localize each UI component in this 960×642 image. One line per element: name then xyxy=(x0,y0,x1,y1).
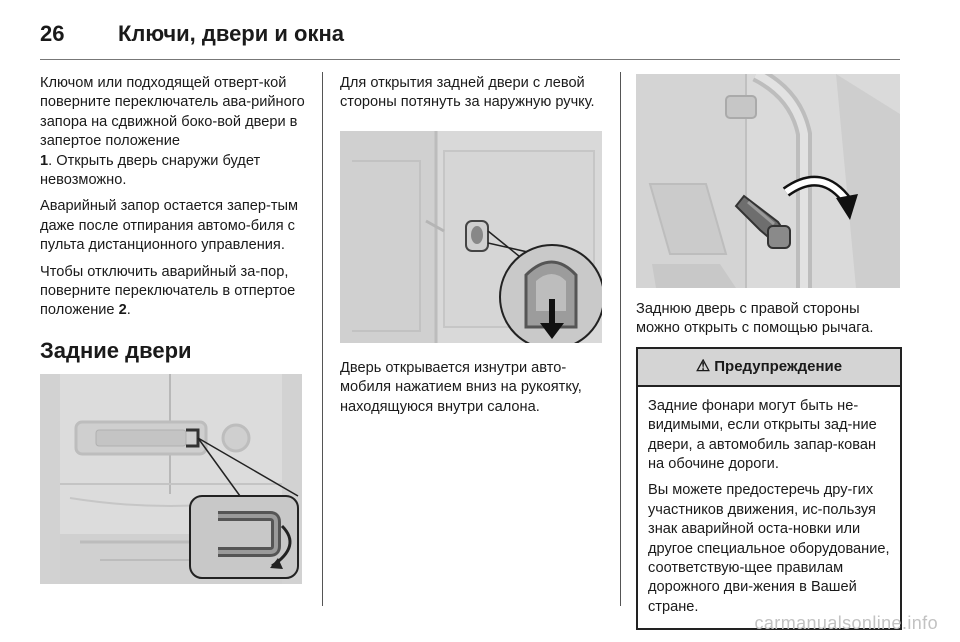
paragraph-right-door-lever: Заднюю дверь с правой стороны можно открыть с помощью рычага. xyxy=(636,301,874,337)
paragraph-open-from-inside: Дверь открывается изнутри авто-мобиля нажатием вниз на рукоятку, находящуюся внутри салона. xyxy=(340,359,582,415)
paragraph-open-left-door: Для открытия задней двери с левой стороны потянуть за наружную ручку. xyxy=(340,75,595,111)
header-rule xyxy=(40,59,900,60)
rear-door-lever-illustration xyxy=(636,74,900,288)
warning-body xyxy=(638,387,900,628)
page-header xyxy=(40,14,344,54)
warning-paragraph-1: Задние фонари могут быть не-видимыми, если открыты зад-ние двери, а автомобиль запар-кован на обочине дороги. xyxy=(648,397,877,473)
warning-title: Предупреждение xyxy=(714,358,843,376)
warning-box xyxy=(636,347,902,630)
position-label-1: 1 xyxy=(40,152,49,169)
paragraph-emergency-lock: Ключом или подходящей отверт-кой поверните переключатель ава-рийного запора на сдвижной боко-вой двери в запертое положение 1. Открыть дверь снаружи будет невозможно. xyxy=(40,75,305,189)
column-3 xyxy=(636,74,902,630)
warning-paragraph-2: Вы можете предостеречь дру-гих участников движения, ис-пользуя знак аварийной оста-новки или другое специальное оборудование, соответствую-щее правилам дорожного дви-жения в Вашей стране. xyxy=(648,482,890,615)
paragraph-disable-lock: Чтобы отключить аварийный за-пор, поверните переключатель в отпертое положение 2. xyxy=(40,263,296,319)
column-divider-2 xyxy=(620,72,621,606)
warning-header xyxy=(638,349,900,387)
watermark: carmanualsonline.info xyxy=(754,613,938,633)
paragraph-lock-remains: Аварийный запор остается запер-тым даже после отпирания автомо-биля с пульта дистанционного управления. xyxy=(40,198,299,254)
rear-door-outside-illustration xyxy=(40,374,302,584)
door-inside-handle-illustration xyxy=(340,131,602,343)
column-1 xyxy=(40,74,310,584)
page-number: 26 xyxy=(40,21,65,46)
position-label-2: 2 xyxy=(118,302,127,319)
page-title: Ключи, двери и окна xyxy=(118,21,344,46)
column-2 xyxy=(340,74,608,424)
section-heading-rear-doors: Задние двери xyxy=(40,337,192,363)
warning-triangle-icon: ⚠ xyxy=(695,358,711,376)
column-divider-1 xyxy=(322,72,323,606)
